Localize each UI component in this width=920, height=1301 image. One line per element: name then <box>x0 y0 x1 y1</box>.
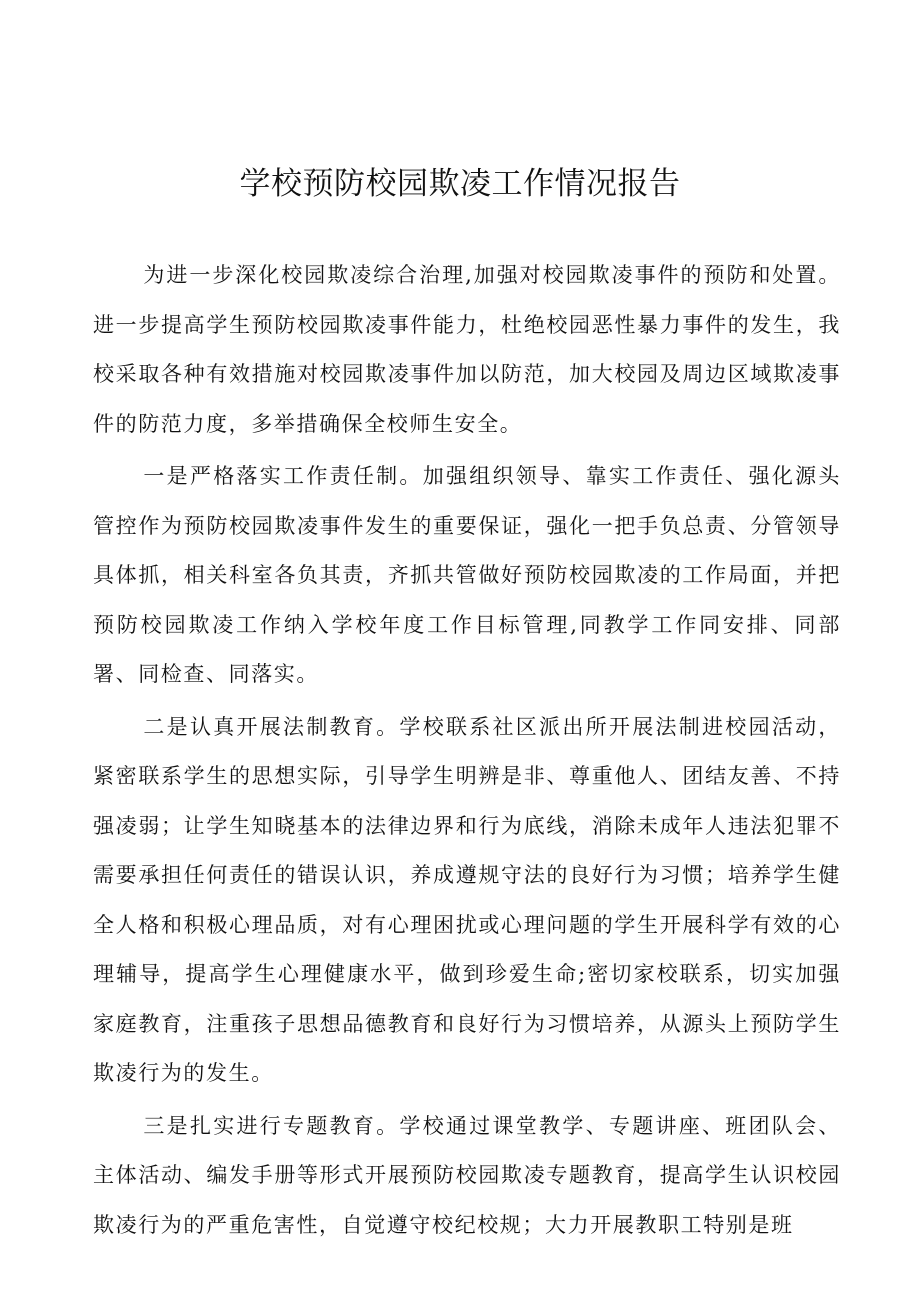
paragraph-intro: 为进一步深化校园欺凌综合治理,加强对校园欺凌事件的预防和处置。进一步提高学生预防校园欺凌事件能力，杜绝校园恶性暴力事件的发生，我校采取各种有效措施对校园欺凌事件加以防范，加大校园及周边区域欺凌事件的防范力度，多举措确保全校师生安全。 <box>93 263 841 436</box>
paragraph-responsibility: 一是严格落实工作责任制。加强组织领导、靠实工作责任、强化源头管控作为预防校园欺凌事件发生的重要保证，强化一把手负总责、分管领导具体抓，相关科室各负其责，齐抓共管做好预防校园欺凌的工作局面，并把预防校园欺凌工作纳入学校年度工作目标管理,同教学工作同安排、同部署、同检查、同落实。 <box>93 464 841 686</box>
paragraph-legal-education: 二是认真开展法制教育。学校联系社区派出所开展法制进校园活动，紧密联系学生的思想实际，引导学生明辨是非、尊重他人、团结友善、不持强凌弱；让学生知晓基本的法律边界和行为底线，消除未成年人违法犯罪不需要承担任何责任的错误认识，养成遵规守法的良好行为习惯；培养学生健全人格和积极心理品质，对有心理困扰或心理问题的学生开展科学有效的心理辅导，提高学生心理健康水平，做到珍爱生命;密切家校联系，切实加强家庭教育，注重孩子思想品德教育和良好行为习惯培养，从源头上预防学生欺凌行为的发生。 <box>93 714 841 1085</box>
document-title: 学校预防校园欺凌工作情况报告 <box>239 166 681 202</box>
document-body <box>93 251 841 1253</box>
paragraph-special-education: 三是扎实进行专题教育。学校通过课堂教学、专题讲座、班团队会、主体活动、编发手册等形式开展预防校园欺凌专题教育，提高学生认识校园欺凌行为的严重危害性，自觉遵守校纪校规；大力开展教职工特别是班 <box>93 1113 841 1237</box>
